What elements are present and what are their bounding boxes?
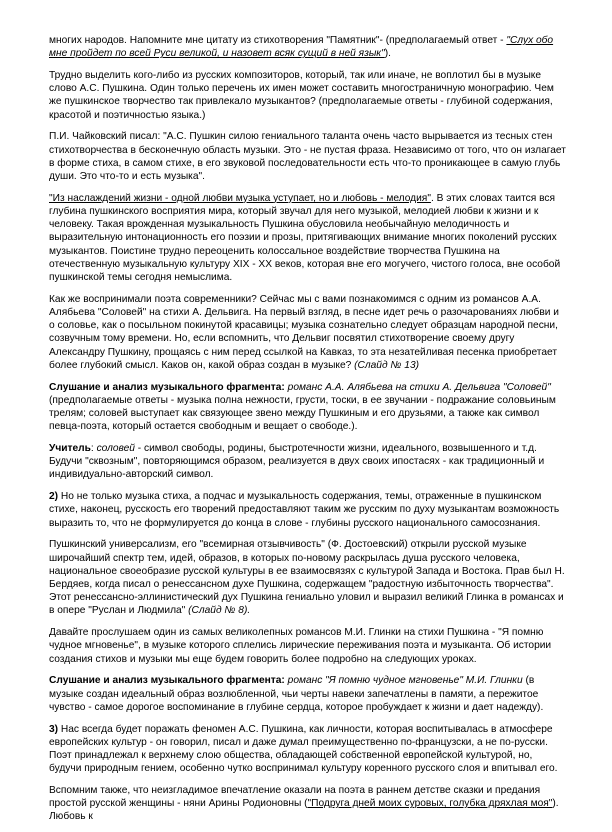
paragraph <box>49 674 567 714</box>
text-segment: . В этих словах таится вся глубина пушкинского восприятия мира, который звучал для него музыкой, мелодией любви к жизни и к человеку. Такая врожденная музыкальность Пушкина обусловила необычайную мелодичность и выразительную интонационность его поэзии и прозы, притягивающих внимание многих поколений русских музыкантов. Поистине трудно переоценить колоссальное воздействие творчества Пушкина на отечественную музыкальную культуру XIX - XX веков, которая вне его могучего, чистого голоса, вне особой пушкинской темы сегодня немыслима. <box>49 192 561 284</box>
quoted-text: "Из наслаждений жизни - одной любви музыка уступает, но и любовь - мелодия" <box>49 192 431 204</box>
text-segment: многих народов. Напомните мне цитату из стихотворения "Памятник"- (предполагаемый ответ - <box>49 35 507 46</box>
paragraph <box>49 442 567 482</box>
text-segment: ). <box>384 48 391 60</box>
text-segment: Но не только музыка стиха, а подчас и музыкальность содержания, темы, отраженные в пушкинском стихе, наконец, русскость его творений предоставляют таким же русским по духу музыкантам возможность выразить то, что не формулируется до конца в слове - глубины русского национального самосознания. <box>49 491 560 529</box>
text-segment: : <box>90 443 97 455</box>
bold-text: Слушание и анализ музыкального фрагмента: <box>49 675 285 687</box>
paragraph <box>49 538 567 617</box>
text-segment: (Слайд № 13) <box>354 359 420 371</box>
paragraph <box>49 69 567 122</box>
text-segment: - символ свободы, родины, быстротечности жизни, идеального, возвышенного и т.д. Будучи "сквозным", повторяющимся образом, реализуется в двух своих ипостасях - как традиционный и индивидуально-авторский символ. <box>49 443 545 481</box>
text-segment: соловей <box>96 443 135 455</box>
text-segment: Пушкинский универсализм, его "всемирная отзывчивость" (Ф. Достоевский) открыли русской музыке широчайший спектр тем, идей, образов, в которых по-новому раскрылась душа русского человека, национальное своеобразие русской культуры в ее взаимосвязях с культурой Запада и Востока. Прав был Н. Бердяев, когда писал о ренессансном духе Пушкина, содержащем "радостную избыточность творчества". Этот ренессансно-эллинистический дух Пушкина гениально уловил и выразил великий Глинка в романсах и в опере "Руслан и Людмила" <box>49 539 565 617</box>
paragraph <box>49 490 567 530</box>
paragraph <box>49 293 567 372</box>
text-segment: Трудно выделить кого-либо из русских композиторов, который, так или иначе, не воплотил бы в музыке слово А.С. Пушкина. Один только перечень их имен может составить многостраничную монографию. Чем же пушкинское творчество так привлекало музыкантов? (предполагаемые ответы - глубиной содержания, красотой и поэтичностью языка.) <box>49 70 554 121</box>
text-segment: Давайте прослушаем один из самых великолепных романсов М.И. Глинки на стихи Пушкина - "Я помню чудное мгновенье", в музыке которого сплелись лирические переживания поэта и музыканта. Об истории создания стихов и музыки мы еще будем говорить более подробно на следующих уроках. <box>49 627 552 665</box>
text-segment: (Слайд № 8). <box>188 605 251 617</box>
text-segment: П.И. Чайковский писал: "А.С. Пушкин силою гениального таланта очень часто вырывается из тесных стен стихотворчества в бесконечную область музыки. Это - не пустая фраза. Независимо от того, что он излагает в форме стиха, в самом стихе, в его звуковой последовательности есть что-то проникающее в самую глубь души. Это что-то и есть музыка". <box>49 131 566 183</box>
paragraph <box>49 626 567 666</box>
paragraph <box>49 381 567 434</box>
text-segment: Как же воспринимали поэта современники? Сейчас мы с вами познакомимся с одним из романсов А.А. Алябьева "Соловей" на стихи А. Дельвига. На первый взгляд, в песне идет речь о разочарованиях любви и о соловье, как о посыльном покинутой красавицы; музыка сознательно следует образцам народной песни, созвучным тому времени. Но, если вспомнить, что Дельвиг посвятил стихотворение своему другу Александру Пушкину, прощаясь с ним перед ссылкой на Кавказ, то эта незатейливая песенка приобретает более глубокий смысл. Каков он, какой образ создан в музыке? <box>49 293 559 371</box>
bold-text: Учитель <box>49 443 91 455</box>
bold-text: 3) <box>49 723 59 735</box>
text-segment: ). Любовь к <box>49 798 559 823</box>
text-segment: романс А.А. Алябьева на стихи А. Дельвига "Соловей" <box>284 381 551 393</box>
text-segment: Вспомним также, что неизгладимое впечатление оказали на поэта в раннем детстве сказки и предания простой русской женщины - няни Арины Родионовны ( <box>49 785 541 810</box>
bold-text: Слушание и анализ музыкального фрагмента: <box>49 381 285 393</box>
text-segment: романс "Я помню чудное мгновенье" М.И. Глинки <box>284 675 523 687</box>
paragraph <box>49 130 567 183</box>
paragraph <box>49 723 567 776</box>
document-body <box>49 34 567 832</box>
text-segment: Нас всегда будет поражать феномен А.С. Пушкина, как личности, которая воспитывалась в атмосфере европейских культур - он говорил, писал и даже думал преимущественно по-французски, а не по-русски. Поэт принадлежал к верхнему слою общества, обладающей собственной европейской культурой, но, будучи природным гением, особенно чутко воспринимал культуру коренного русского слоя и впитывал его. <box>49 723 558 775</box>
text-segment: (в музыке создан идеальный образ возлюбленной, чьи черты навеки запечатлены в памяти, а пережитое чувство - самое дорогое воспоминание в глубине сердца, которое пробуждает к жизни и дает надежду). <box>49 675 544 713</box>
text-segment: (предполагаемые ответы - музыка полна нежности, грусти, тоски, в ее звучании - подражание соловьиным трелям; соловей выступает как связующее звено между Пушкиным и его друзьями, а также как символ певца-поэта, который остается свободным и вещает о свободе.). <box>49 394 556 433</box>
bold-text: 2) <box>49 491 59 503</box>
paragraph <box>49 34 567 60</box>
quoted-text: "Подруга дней моих суровых, голубка дряхлая моя" <box>307 798 553 810</box>
quoted-text: "Слух обо мне пройдет по всей Руси великой, и назовет всяк сущий в ней язык" <box>49 35 554 60</box>
paragraph <box>49 784 567 824</box>
paragraph <box>49 192 567 284</box>
